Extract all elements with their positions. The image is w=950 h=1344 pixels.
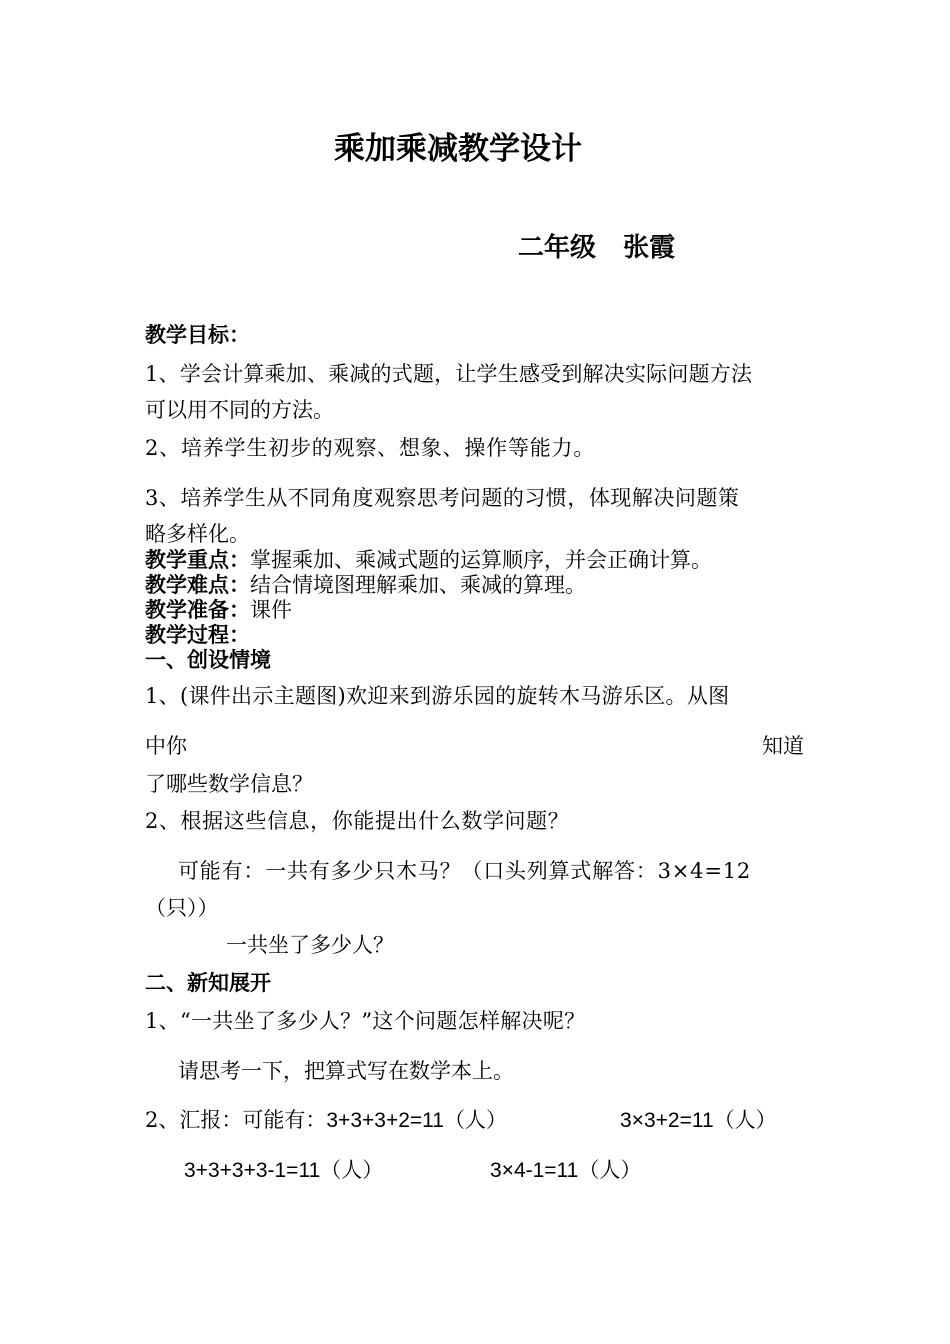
key-point-label: 教学重点： — [145, 548, 250, 572]
difficulty-label: 教学难点： — [145, 573, 250, 597]
preparation-text: 课件 — [250, 598, 292, 622]
section-1-answer-line-3: 一共坐了多少人？ — [226, 933, 394, 957]
key-point-text: 掌握乘加、乘减式题的运算顺序，并会正确计算。 — [250, 548, 712, 572]
objective-1-line-1: 1、学会计算乘加、乘减的式题，让学生感受到解决实际问题方法 — [145, 362, 753, 386]
section-1-p1-line-3: 了哪些数学信息？ — [145, 772, 313, 796]
section-1-p1-line-1: 1、(课件出示主题图)欢迎来到游乐园的旋转木马游乐区。从图 — [145, 684, 730, 708]
section-2-p2-label: 2、汇报：可能有： — [145, 1108, 327, 1132]
author-line: 二年级 张霞 — [518, 233, 676, 263]
key-point-row — [145, 550, 712, 571]
section-2-heading: 二、新知展开 — [145, 971, 271, 995]
document-title: 乘加乘减教学设计 — [334, 131, 582, 167]
section-1-p2: 2、根据这些信息，你能提出什么数学问题？ — [145, 809, 570, 833]
section-1-p1-line-2-left: 中你 — [145, 734, 187, 758]
section-1-answer-line-2: （只）） — [145, 896, 219, 920]
section-1-p1-line-2-right: 知道 — [762, 734, 804, 758]
preparation-label: 教学准备： — [145, 598, 250, 622]
objective-3-line-1: 3、培养学生从不同角度观察思考问题的习惯，体现解决问题策 — [145, 486, 740, 510]
section-2-p2-row — [145, 1110, 507, 1131]
formula-4: 3×4-1=11（人） — [490, 1159, 642, 1182]
formula-2: 3×3+2=11（人） — [620, 1109, 777, 1132]
objectives-heading: 教学目标： — [145, 323, 250, 347]
section-2-p1-sub: 请思考一下，把算式写在数学本上。 — [178, 1059, 514, 1083]
objective-3-line-2: 略多样化。 — [145, 522, 250, 546]
objective-2: 2、培养学生初步的观察、想象、操作等能力。 — [145, 436, 596, 460]
section-2-p1: 1、“一共坐了多少人？”这个问题怎样解决呢？ — [145, 1009, 586, 1033]
formula-3: 3+3+3+3-1=11（人） — [184, 1159, 384, 1182]
section-1-answer-line-1: 可能有：一共有多少只木马？（口头列算式解答：3×4=12 — [178, 859, 752, 883]
section-1-heading: 一、创设情境 — [145, 648, 271, 672]
difficulty-row — [145, 575, 586, 596]
preparation-row — [145, 600, 292, 621]
formula-1: 3+3+3+2=11（人） — [326, 1109, 507, 1132]
difficulty-text: 结合情境图理解乘加、乘减的算理。 — [250, 573, 586, 597]
objective-1-line-2: 可以用不同的方法。 — [145, 398, 334, 422]
process-heading: 教学过程： — [145, 623, 250, 647]
